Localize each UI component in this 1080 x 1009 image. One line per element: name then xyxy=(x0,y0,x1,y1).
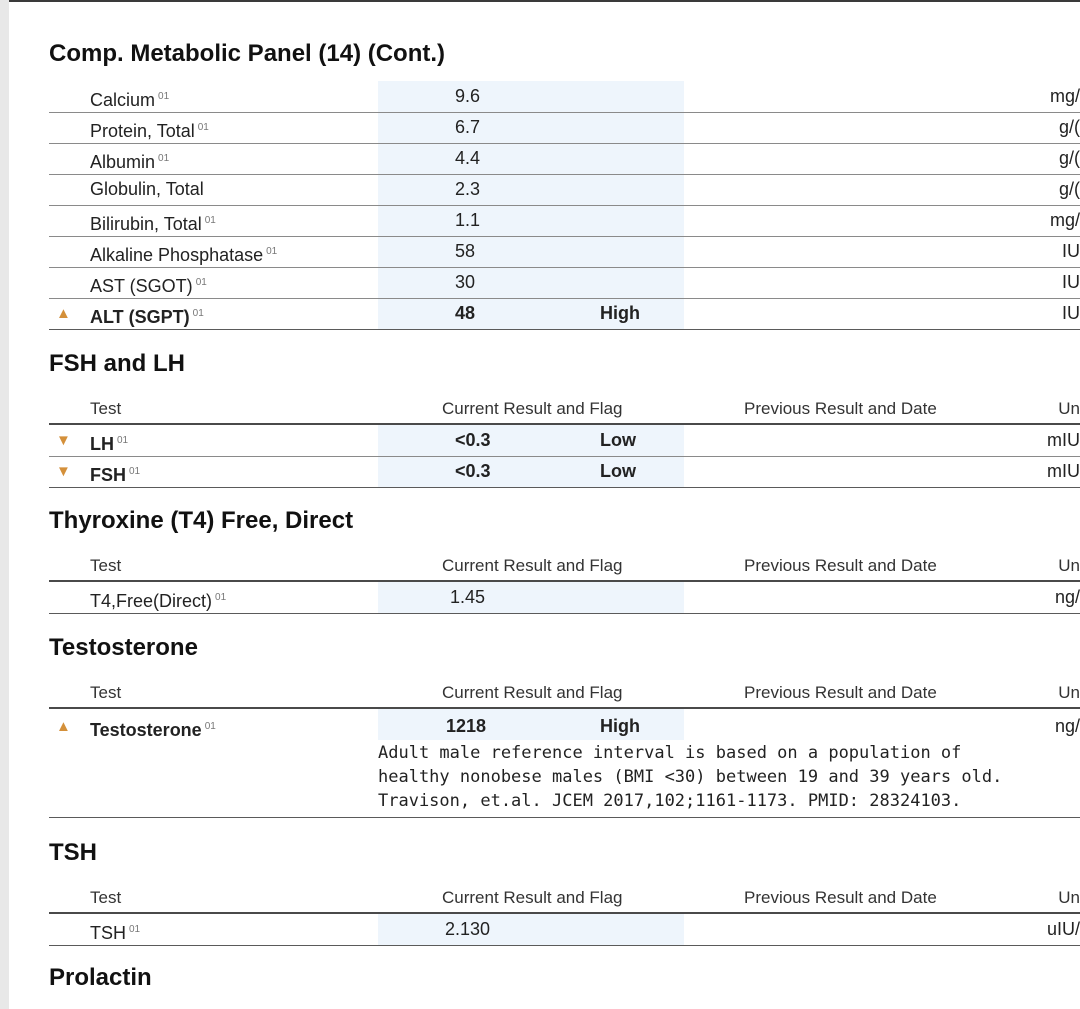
header-units: Un xyxy=(1058,888,1080,907)
test-name: T4,Free(Direct) $^{01}$ xyxy=(90,591,227,611)
table-header xyxy=(49,551,1080,581)
header-current-result: Current Result and Flag xyxy=(442,556,623,575)
table-header xyxy=(49,678,1080,708)
table-row xyxy=(49,81,1080,112)
result-value: 6.7 xyxy=(455,117,481,137)
table-row xyxy=(49,205,1080,236)
result-flag: High xyxy=(600,303,640,323)
high-flag-icon: ▲ xyxy=(56,305,71,322)
result-value: 1.1 xyxy=(455,210,481,230)
section-title-prolactin: Prolactin xyxy=(49,964,152,991)
note-line: Travison, et.al. JCEM 2017,102;1161-1173. PMID: 28324103. xyxy=(378,791,962,811)
test-name: ALT (SGPT) $^{01}$ xyxy=(90,307,204,327)
result-flag: Low xyxy=(600,461,636,481)
result-flag: Low xyxy=(600,430,636,450)
table-bottom-border xyxy=(49,817,1080,818)
table-bottom-border xyxy=(49,329,1080,330)
test-name: Alkaline Phosphatase $^{01}$ xyxy=(90,245,278,265)
result-value: 9.6 xyxy=(455,86,481,106)
test-name: Bilirubin, Total $^{01}$ xyxy=(90,214,216,234)
header-test: Test xyxy=(90,399,122,418)
header-current-result: Current Result and Flag xyxy=(442,683,623,702)
reference-note xyxy=(378,741,1078,813)
low-flag-icon: ▼ xyxy=(56,463,71,480)
table-row xyxy=(49,582,1080,613)
result-value: 2.130 xyxy=(445,919,491,939)
units: IU xyxy=(1062,241,1080,261)
test-name: Protein, Total $^{01}$ xyxy=(90,121,209,141)
test-name: Globulin, Total xyxy=(90,179,204,199)
header-current-result: Current Result and Flag xyxy=(442,888,623,907)
units: mg/ xyxy=(1049,210,1080,230)
result-value: 58 xyxy=(455,241,476,261)
result-value: <0.3 xyxy=(455,430,491,450)
table-row xyxy=(49,425,1080,456)
table-bottom-border xyxy=(49,945,1080,946)
table-row xyxy=(49,174,1080,205)
table-row xyxy=(49,914,1080,945)
high-flag-icon: ▲ xyxy=(56,718,71,735)
units: uIU/ xyxy=(1046,919,1080,939)
result-value: 4.4 xyxy=(455,148,481,168)
top-border xyxy=(0,0,1080,2)
result-value: <0.3 xyxy=(455,461,491,481)
result-value: 2.3 xyxy=(455,179,481,199)
test-name: Albumin $^{01}$ xyxy=(90,152,170,172)
header-units: Un xyxy=(1058,399,1080,418)
section-title-fsh-lh: FSH and LH xyxy=(49,350,185,377)
note-line: Adult male reference interval is based on a population of xyxy=(378,743,962,763)
table-header xyxy=(49,394,1080,424)
units: mg/ xyxy=(1049,86,1080,106)
units: mIU xyxy=(1047,461,1080,481)
section-title-t4: Thyroxine (T4) Free, Direct xyxy=(49,507,354,534)
header-test: Test xyxy=(90,888,122,907)
test-name: TSH $^{01}$ xyxy=(90,923,141,943)
note-line: healthy nonobese males (BMI <30) between 19 and 39 years old. xyxy=(378,767,1003,787)
header-test: Test xyxy=(90,556,122,575)
test-name: LH $^{01}$ xyxy=(90,434,129,454)
table-bottom-border xyxy=(49,613,1080,614)
header-previous-result: Previous Result and Date xyxy=(744,888,937,907)
test-name: Testosterone $^{01}$ xyxy=(90,720,216,740)
table-header xyxy=(49,883,1080,913)
result-flag: High xyxy=(600,716,640,736)
header-previous-result: Previous Result and Date xyxy=(744,556,937,575)
header-previous-result: Previous Result and Date xyxy=(744,683,937,702)
section-title-cmp: Comp. Metabolic Panel (14) (Cont.) xyxy=(49,40,446,67)
header-current-result: Current Result and Flag xyxy=(442,399,623,418)
units: g/( xyxy=(1058,179,1080,199)
low-flag-icon: ▼ xyxy=(56,432,71,449)
table-row xyxy=(49,143,1080,174)
header-units: Un xyxy=(1058,683,1080,702)
header-units: Un xyxy=(1058,556,1080,575)
table-row xyxy=(49,112,1080,143)
left-edge xyxy=(0,0,9,1009)
units: mIU xyxy=(1047,430,1080,450)
units: g/( xyxy=(1058,117,1080,137)
section-title-testosterone: Testosterone xyxy=(49,634,198,661)
units: ng/ xyxy=(1054,587,1080,607)
table-row xyxy=(49,267,1080,298)
header-test: Test xyxy=(90,683,122,702)
units: IU xyxy=(1062,303,1080,323)
table-row xyxy=(49,298,1080,329)
test-name: AST (SGOT) $^{01}$ xyxy=(90,276,207,296)
units: ng/ xyxy=(1054,716,1080,736)
table-row xyxy=(49,711,1080,742)
header-previous-result: Previous Result and Date xyxy=(744,399,937,418)
result-value: 1.45 xyxy=(450,587,486,607)
result-value: 48 xyxy=(455,303,476,323)
section-title-tsh: TSH xyxy=(49,839,97,866)
units: g/( xyxy=(1058,148,1080,168)
test-name: Calcium $^{01}$ xyxy=(90,90,170,110)
result-value: 30 xyxy=(455,272,476,292)
result-value: 1218 xyxy=(446,716,487,736)
test-name: FSH $^{01}$ xyxy=(90,465,141,485)
table-row xyxy=(49,236,1080,267)
table-row xyxy=(49,456,1080,487)
table-bottom-border xyxy=(49,487,1080,488)
units: IU xyxy=(1062,272,1080,292)
